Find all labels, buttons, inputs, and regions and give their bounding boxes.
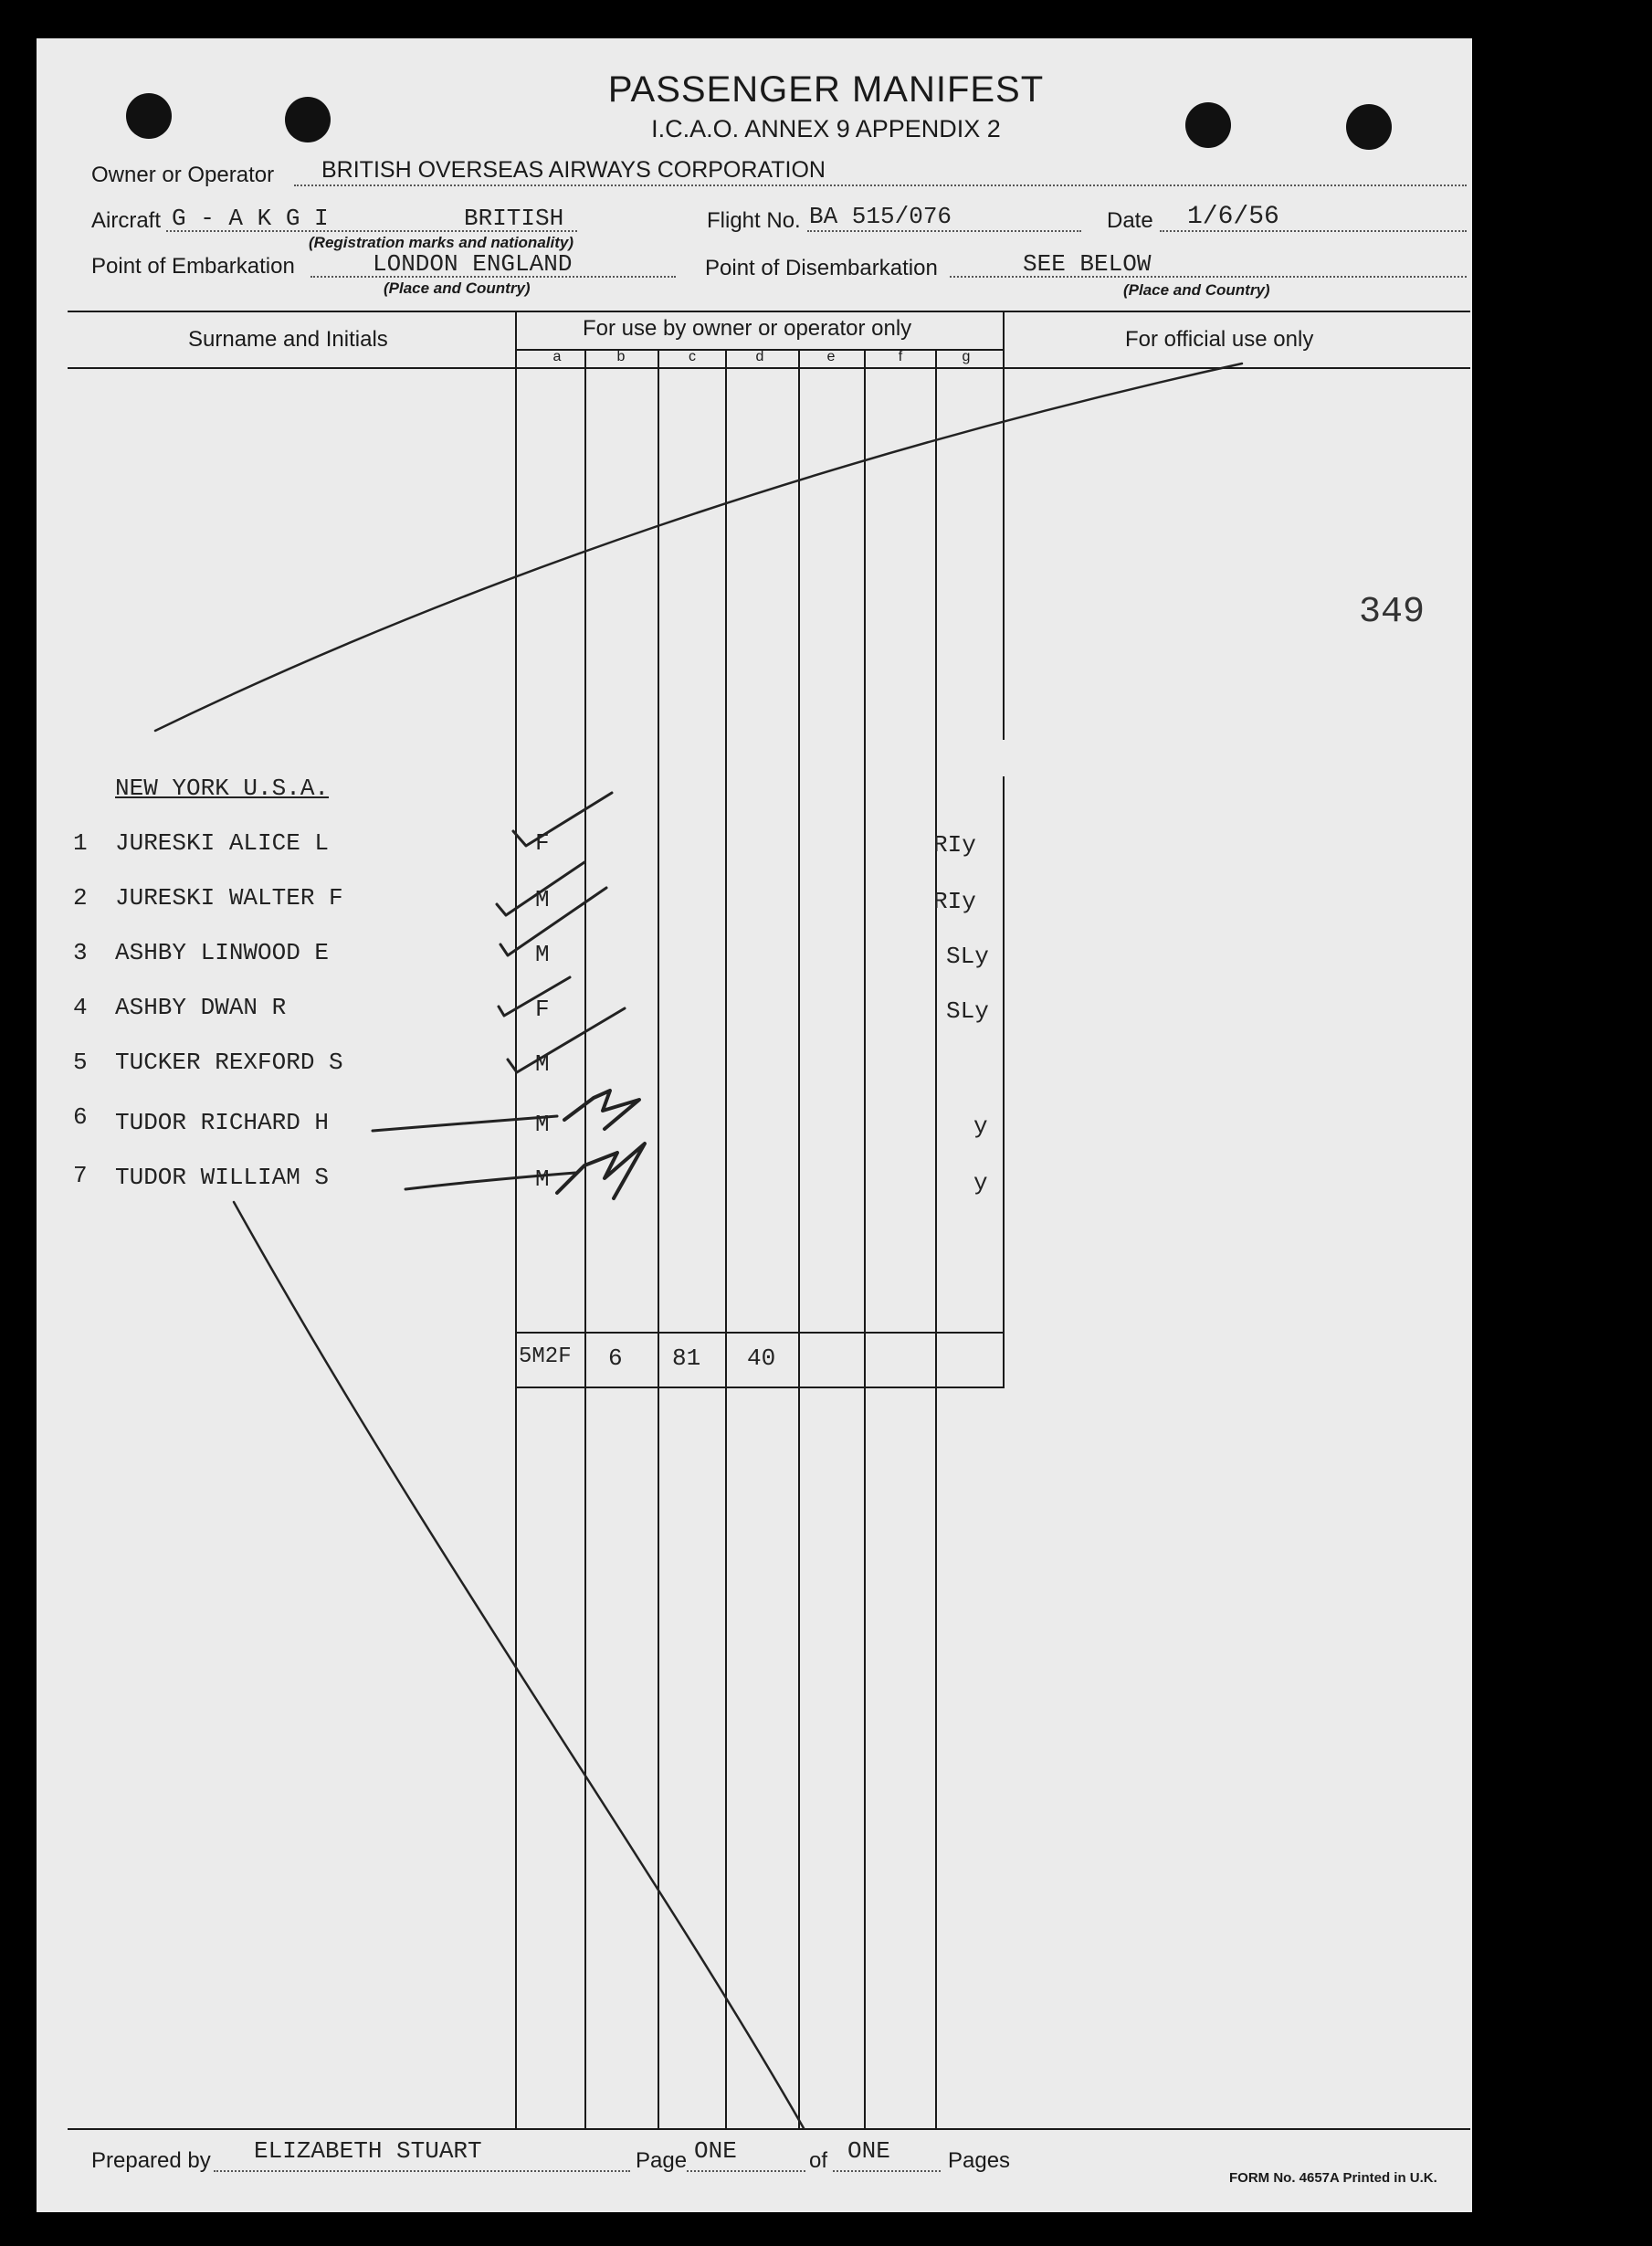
passenger-code: RIy <box>933 888 976 915</box>
passenger-name: ASHBY LINWOOD E <box>115 939 330 966</box>
passenger-sex: M <box>535 1165 550 1193</box>
page-number-stamp: 349 <box>1359 592 1426 633</box>
disembarkation-label: Point of Disembarkation <box>705 256 938 280</box>
passenger-sex: F <box>535 996 550 1023</box>
destination-heading: NEW YORK U.S.A. <box>115 775 330 802</box>
passenger-name: JURESKI WALTER F <box>115 884 343 912</box>
passenger-number: 4 <box>73 994 88 1021</box>
cancel-stroke-lower <box>234 1202 804 2128</box>
passenger-code: SLy <box>946 943 989 970</box>
column-letter-b: b <box>616 349 626 364</box>
disembarkation-caption: (Place and Country) <box>1123 281 1270 299</box>
date-value: 1/6/56 <box>1187 203 1279 231</box>
passenger-code: RIy <box>933 831 976 859</box>
embarkation-value: LONDON ENGLAND <box>373 250 573 278</box>
prepared-by-label: Prepared by <box>91 2148 211 2173</box>
flight-label: Flight No. <box>707 208 801 233</box>
passenger-name: JURESKI ALICE L <box>115 829 330 857</box>
passenger-sex: M <box>535 886 550 913</box>
passenger-name: TUCKER REXFORD S <box>115 1049 343 1076</box>
passenger-sex: F <box>535 829 550 857</box>
passenger-number: 1 <box>73 829 88 857</box>
embarkation-caption: (Place and Country) <box>384 279 531 297</box>
surname-header: Surname and Initials <box>188 327 388 352</box>
page-value: ONE <box>694 2137 737 2165</box>
passenger-code: y <box>973 1169 988 1197</box>
strike-line <box>405 1173 575 1189</box>
column-letter-g: g <box>962 349 971 364</box>
passenger-sex: M <box>535 1050 550 1078</box>
owner-value: BRITISH OVERSEAS AIRWAYS CORPORATION <box>321 157 826 183</box>
initial-scribble <box>557 1144 645 1198</box>
passenger-code: y <box>973 1112 988 1140</box>
check-mark <box>499 977 570 1016</box>
total-c: 81 <box>672 1344 701 1372</box>
aircraft-caption: (Registration marks and nationality) <box>309 234 573 251</box>
cancel-stroke-upper <box>155 364 1242 731</box>
date-label: Date <box>1107 208 1153 233</box>
form-title: PASSENGER MANIFEST <box>607 69 1045 110</box>
flight-value: BA 515/076 <box>809 203 952 230</box>
prepared-by-value: ELIZABETH STUART <box>254 2137 482 2165</box>
form-number: FORM No. 4657A Printed in U.K. <box>1229 2170 1437 2186</box>
aircraft-nationality: BRITISH <box>464 205 564 232</box>
passenger-number: 5 <box>73 1049 88 1076</box>
of-label: of <box>809 2148 828 2173</box>
passenger-number: 2 <box>73 884 88 912</box>
passenger-number: 6 <box>73 1103 88 1131</box>
owner-use-header: For use by owner or operator only <box>583 316 912 341</box>
column-letter-a: a <box>552 349 562 364</box>
check-mark <box>513 793 612 846</box>
passenger-name: TUDOR RICHARD H <box>115 1109 330 1136</box>
check-mark <box>497 862 584 915</box>
aircraft-label: Aircraft <box>91 208 162 233</box>
passenger-code: SLy <box>946 997 989 1025</box>
passenger-name: ASHBY DWAN R <box>115 994 287 1021</box>
embarkation-label: Point of Embarkation <box>91 254 295 279</box>
passenger-sex: M <box>535 941 550 968</box>
column-letter-e: e <box>826 349 836 364</box>
passenger-sex: M <box>535 1111 550 1138</box>
total-b: 6 <box>608 1344 623 1372</box>
total-a: 5M2F <box>519 1344 572 1369</box>
column-letter-f: f <box>898 349 903 364</box>
disembarkation-value: SEE BELOW <box>1023 250 1152 278</box>
of-value: ONE <box>847 2137 890 2165</box>
owner-label: Owner or Operator <box>91 163 275 187</box>
total-d: 40 <box>747 1344 776 1372</box>
passenger-number: 7 <box>73 1162 88 1189</box>
passenger-number: 3 <box>73 939 88 966</box>
check-mark <box>500 888 606 955</box>
passenger-name: TUDOR WILLIAM S <box>115 1164 330 1191</box>
form-subtitle: I.C.A.O. ANNEX 9 APPENDIX 2 <box>651 115 1001 142</box>
column-letter-d: d <box>755 349 764 364</box>
page-label: Page <box>636 2148 688 2173</box>
strike-line <box>373 1116 557 1131</box>
column-letter-c: c <box>689 349 696 364</box>
check-mark <box>508 1008 625 1072</box>
initial-scribble <box>564 1091 639 1129</box>
official-use-header: For official use only <box>1125 327 1314 352</box>
pages-label: Pages <box>948 2148 1011 2173</box>
aircraft-registration: G - A K G I <box>172 205 329 232</box>
